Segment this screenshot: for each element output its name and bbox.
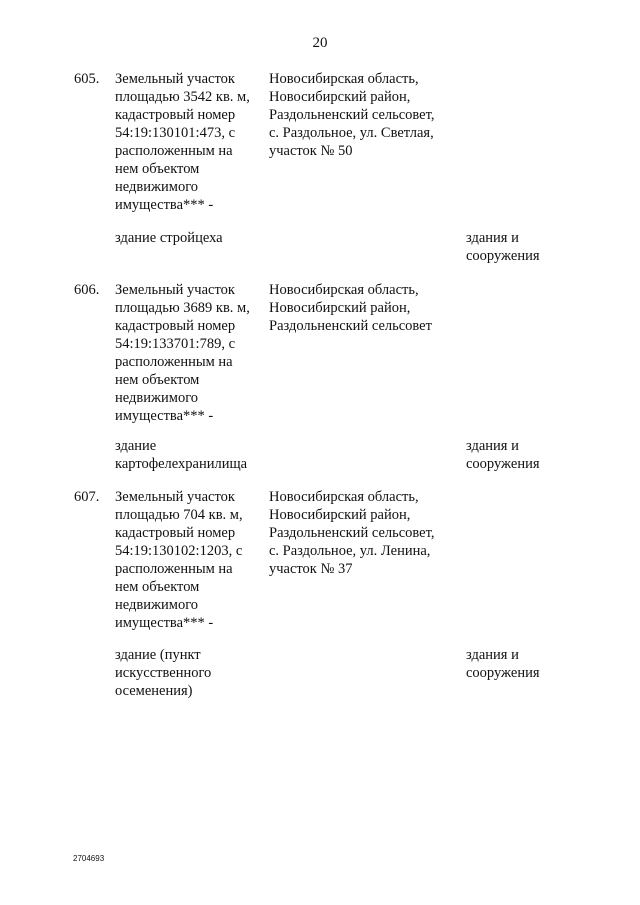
document-code: 2704693 bbox=[73, 854, 105, 863]
description-line: расположенным на bbox=[115, 561, 233, 577]
type-line: сооружения bbox=[466, 456, 540, 472]
address-line: Раздольненский сельсовет bbox=[269, 318, 432, 334]
object-name bbox=[115, 229, 265, 247]
description-line: недвижимого bbox=[115, 390, 199, 406]
description-line: недвижимого bbox=[115, 179, 199, 195]
description-line: Земельный участок bbox=[115, 489, 235, 505]
description-line: расположенным на bbox=[115, 354, 233, 370]
description-line: имущества*** - bbox=[115, 197, 214, 213]
type-line: здания и bbox=[466, 647, 519, 663]
object-line: здание bbox=[115, 438, 157, 454]
type-line: здания и bbox=[466, 230, 519, 246]
address-line: Новосибирский район, bbox=[269, 300, 411, 316]
address-line: Новосибирская область, bbox=[269, 489, 419, 505]
object-name bbox=[115, 437, 265, 473]
address-line: участок № 37 bbox=[269, 561, 353, 577]
description-line: нем объектом bbox=[115, 579, 200, 595]
object-type bbox=[466, 437, 586, 473]
description-line: расположенным на bbox=[115, 143, 233, 159]
object-line: здание стройцеха bbox=[115, 230, 223, 246]
address-line: Новосибирская область, bbox=[269, 282, 419, 298]
description-line: 54:19:130102:1203, с bbox=[115, 543, 243, 559]
address-line: с. Раздольное, ул. Светлая, bbox=[269, 125, 434, 141]
object-line: картофелехранилища bbox=[115, 456, 248, 472]
description-line: нем объектом bbox=[115, 161, 200, 177]
description-line: нем объектом bbox=[115, 372, 200, 388]
address-line: Новосибирский район, bbox=[269, 507, 411, 523]
land-plot-description bbox=[115, 488, 265, 632]
description-line: имущества*** - bbox=[115, 615, 214, 631]
entry-number: 607. bbox=[74, 489, 100, 505]
land-plot-description bbox=[115, 70, 265, 214]
description-line: площадью 3689 кв. м, bbox=[115, 300, 250, 316]
address-line: участок № 50 bbox=[269, 143, 353, 159]
address bbox=[269, 70, 459, 160]
address bbox=[269, 488, 459, 578]
address bbox=[269, 281, 459, 335]
description-line: кадастровый номер bbox=[115, 107, 236, 123]
description-line: недвижимого bbox=[115, 597, 199, 613]
object-line: искусственного bbox=[115, 665, 212, 681]
entry-number: 606. bbox=[74, 282, 100, 298]
object-type bbox=[466, 646, 586, 682]
address-line: Раздольненский сельсовет, bbox=[269, 107, 435, 123]
object-name bbox=[115, 646, 265, 700]
type-line: сооружения bbox=[466, 248, 540, 264]
description-line: кадастровый номер bbox=[115, 525, 236, 541]
type-line: сооружения bbox=[466, 665, 540, 681]
type-line: здания и bbox=[466, 438, 519, 454]
description-line: Земельный участок bbox=[115, 71, 235, 87]
description-line: площадью 704 кв. м, bbox=[115, 507, 243, 523]
object-type bbox=[466, 229, 586, 265]
description-line: 54:19:130101:473, с bbox=[115, 125, 236, 141]
address-line: Новосибирский район, bbox=[269, 89, 411, 105]
description-line: кадастровый номер bbox=[115, 318, 236, 334]
description-line: площадью 3542 кв. м, bbox=[115, 89, 250, 105]
address-line: Раздольненский сельсовет, bbox=[269, 525, 435, 541]
object-line: здание (пункт bbox=[115, 647, 201, 663]
description-line: имущества*** - bbox=[115, 408, 214, 424]
address-line: Новосибирская область, bbox=[269, 71, 419, 87]
object-line: осеменения) bbox=[115, 683, 193, 699]
description-line: Земельный участок bbox=[115, 282, 235, 298]
address-line: с. Раздольное, ул. Ленина, bbox=[269, 543, 431, 559]
page-number: 20 bbox=[312, 35, 328, 51]
land-plot-description bbox=[115, 281, 265, 425]
description-line: 54:19:133701:789, с bbox=[115, 336, 236, 352]
entry-number: 605. bbox=[74, 71, 100, 87]
